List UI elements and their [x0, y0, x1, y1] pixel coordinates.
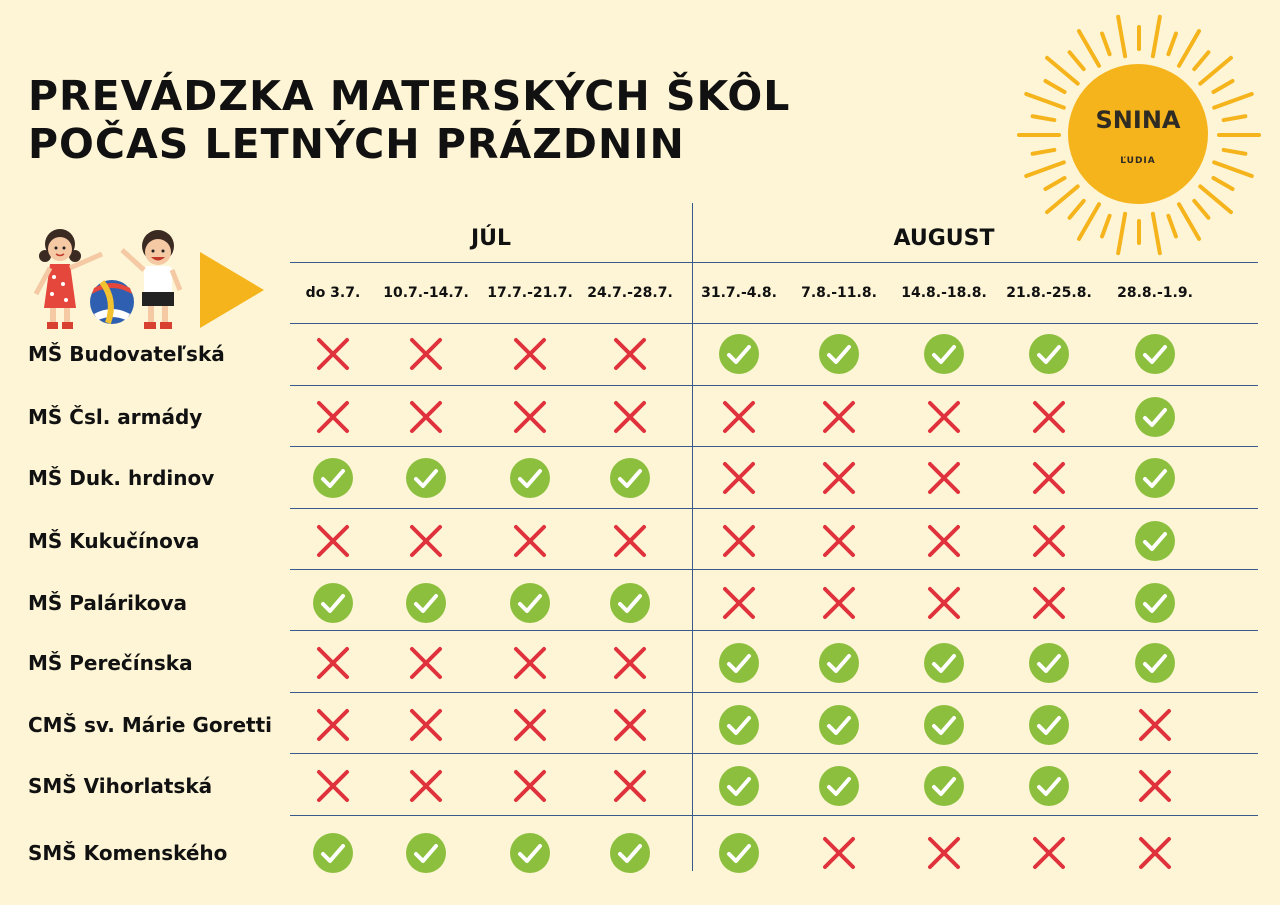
school-name: MŠ Budovateľská — [28, 342, 225, 366]
cross-icon — [719, 521, 759, 561]
cross-icon — [924, 583, 964, 623]
check-icon — [719, 766, 759, 806]
cross-icon — [819, 397, 859, 437]
row-divider — [290, 508, 1258, 509]
check-icon — [406, 833, 446, 873]
cross-icon — [1029, 583, 1069, 623]
cross-icon — [610, 334, 650, 374]
week-header: 7.8.-11.8. — [801, 285, 877, 301]
row-divider — [290, 630, 1258, 631]
school-name: MŠ Duk. hrdinov — [28, 466, 215, 490]
row-divider — [290, 815, 1258, 816]
snina-logo — [1068, 64, 1208, 204]
week-header: 10.7.-14.7. — [383, 285, 469, 301]
check-icon — [924, 705, 964, 745]
cross-icon — [924, 397, 964, 437]
cross-icon — [510, 766, 550, 806]
cross-icon — [610, 705, 650, 745]
row-divider — [290, 323, 1258, 324]
check-icon — [819, 334, 859, 374]
logo-subtitle: ĽUDIA — [1120, 156, 1156, 166]
cross-icon — [924, 521, 964, 561]
month-divider — [692, 203, 693, 871]
cross-icon — [406, 334, 446, 374]
check-icon — [924, 643, 964, 683]
row-divider — [290, 385, 1258, 386]
cross-icon — [406, 766, 446, 806]
check-icon — [1029, 766, 1069, 806]
title-line-1: PREVÁDZKA MATERSKÝCH ŠKÔL — [28, 72, 791, 120]
cross-icon — [719, 397, 759, 437]
cross-icon — [406, 643, 446, 683]
cross-icon — [924, 833, 964, 873]
row-divider — [290, 446, 1258, 447]
row-divider — [290, 753, 1258, 754]
check-icon — [1029, 643, 1069, 683]
cross-icon — [406, 521, 446, 561]
cross-icon — [610, 766, 650, 806]
logo-wordmark: SNINA — [1095, 106, 1181, 134]
week-header: 24.7.-28.7. — [587, 285, 673, 301]
page-title — [28, 72, 790, 168]
week-header: 17.7.-21.7. — [487, 285, 573, 301]
check-icon — [510, 833, 550, 873]
week-header: 21.8.-25.8. — [1006, 285, 1092, 301]
cross-icon — [719, 458, 759, 498]
boy-figure — [122, 230, 180, 329]
cross-icon — [1029, 833, 1069, 873]
cross-icon — [1135, 705, 1175, 745]
cross-icon — [510, 705, 550, 745]
school-name: SMŠ Komenského — [28, 841, 228, 865]
cross-icon — [819, 458, 859, 498]
week-header: 28.8.-1.9. — [1117, 285, 1193, 301]
check-icon — [313, 583, 353, 623]
week-header: 14.8.-18.8. — [901, 285, 987, 301]
week-header: 31.7.-4.8. — [701, 285, 777, 301]
cross-icon — [924, 458, 964, 498]
cross-icon — [510, 397, 550, 437]
cross-icon — [313, 334, 353, 374]
check-icon — [610, 458, 650, 498]
cross-icon — [819, 521, 859, 561]
cross-icon — [313, 766, 353, 806]
check-icon — [406, 458, 446, 498]
check-icon — [1029, 705, 1069, 745]
check-icon — [610, 833, 650, 873]
check-icon — [406, 583, 446, 623]
check-icon — [610, 583, 650, 623]
cross-icon — [313, 705, 353, 745]
check-icon — [719, 705, 759, 745]
month-july: JÚL — [470, 226, 512, 251]
check-icon — [719, 334, 759, 374]
cross-icon — [610, 521, 650, 561]
month-august: AUGUST — [893, 226, 995, 251]
check-icon — [313, 458, 353, 498]
cross-icon — [819, 833, 859, 873]
check-icon — [819, 643, 859, 683]
check-icon — [510, 458, 550, 498]
school-name: MŠ Perečínska — [28, 651, 193, 675]
check-icon — [819, 766, 859, 806]
school-name: CMŠ sv. Márie Goretti — [28, 713, 273, 737]
cross-icon — [1029, 458, 1069, 498]
check-icon — [510, 583, 550, 623]
check-icon — [313, 833, 353, 873]
cross-icon — [610, 643, 650, 683]
check-icon — [1135, 583, 1175, 623]
school-name: MŠ Čsl. armády — [28, 405, 203, 429]
school-name: SMŠ Vihorlatská — [28, 774, 213, 798]
check-icon — [1135, 397, 1175, 437]
cross-icon — [510, 521, 550, 561]
cross-icon — [313, 521, 353, 561]
check-icon — [924, 766, 964, 806]
check-icon — [924, 334, 964, 374]
row-divider — [290, 569, 1258, 570]
cross-icon — [313, 643, 353, 683]
cross-icon — [510, 643, 550, 683]
cross-icon — [1135, 833, 1175, 873]
check-icon — [1135, 643, 1175, 683]
school-name: MŠ Kukučínova — [28, 529, 200, 553]
row-divider — [290, 262, 1258, 263]
title-line-2: POČAS LETNÝCH PRÁZDNIN — [28, 120, 685, 168]
beach-ball-icon — [90, 280, 134, 324]
girl-figure — [36, 229, 102, 329]
check-icon — [1135, 521, 1175, 561]
cross-icon — [719, 583, 759, 623]
check-icon — [1135, 458, 1175, 498]
check-icon — [719, 833, 759, 873]
check-icon — [819, 705, 859, 745]
check-icon — [1135, 334, 1175, 374]
cross-icon — [406, 397, 446, 437]
school-name: MŠ Palárikova — [28, 591, 187, 615]
cross-icon — [406, 705, 446, 745]
cross-icon — [1029, 397, 1069, 437]
arrow-right-icon — [200, 252, 264, 328]
cross-icon — [819, 583, 859, 623]
week-header: do 3.7. — [305, 285, 361, 301]
cross-icon — [1135, 766, 1175, 806]
check-icon — [1029, 334, 1069, 374]
check-icon — [719, 643, 759, 683]
cross-icon — [313, 397, 353, 437]
cross-icon — [510, 334, 550, 374]
children-illustration — [30, 222, 270, 338]
cross-icon — [1029, 521, 1069, 561]
cross-icon — [610, 397, 650, 437]
row-divider — [290, 692, 1258, 693]
